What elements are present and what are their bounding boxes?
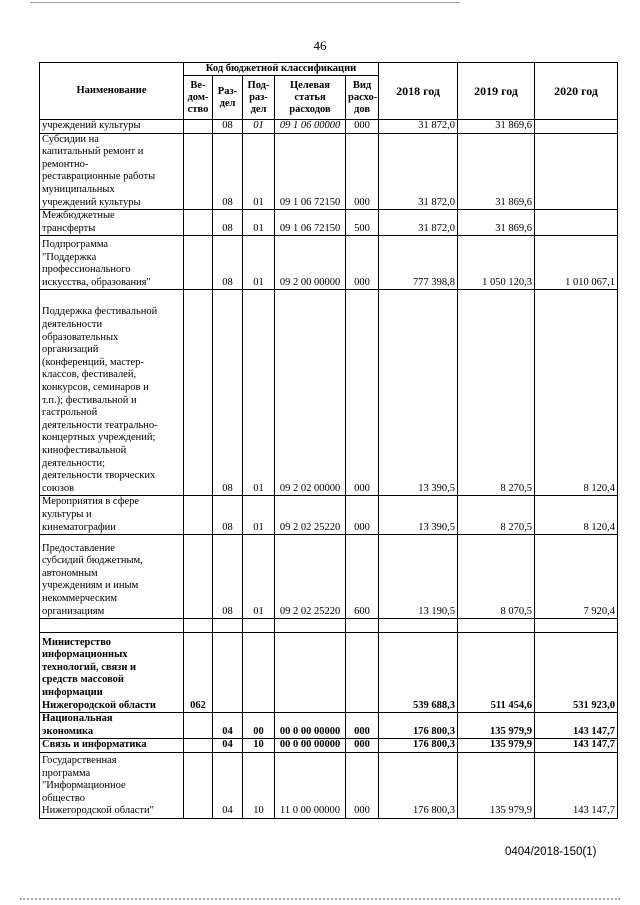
bottom-scan-rule xyxy=(20,898,620,900)
row-2020: 1 010 067,1 xyxy=(535,236,618,290)
row-ved xyxy=(184,739,213,753)
row-target: 09 1 06 72150 xyxy=(275,133,346,210)
row-podrazdel: 01 xyxy=(243,210,275,236)
header-target: Целевая статья расходов xyxy=(275,76,346,120)
row-target: 09 2 02 25220 xyxy=(275,496,346,535)
row-2018: 13 390,5 xyxy=(379,290,458,496)
row-target xyxy=(275,633,346,713)
row-ved xyxy=(184,290,213,496)
row-vid: 000 xyxy=(346,713,379,739)
row-name: Поддержка фестивальной деятельности образовательных организаций (конференций, мастер- классов, фестивалей, конкурсов, семинаров и т.п.); фестивальной и гастрольной деятельности театрально- концертных учреждений; кинофестивальной деятельности; деятельности творческих союзов xyxy=(40,290,184,496)
row-ved xyxy=(184,752,213,818)
row-2019: 31 869,6 xyxy=(458,120,535,134)
row-2019: 135 979,9 xyxy=(458,752,535,818)
row-podrazdel: 01 xyxy=(243,236,275,290)
table-row xyxy=(40,133,618,210)
row-target: 09 1 06 00000 xyxy=(275,120,346,134)
table-row xyxy=(40,535,618,619)
row-name: учреждений культуры xyxy=(40,120,184,134)
row-ved: 062 xyxy=(184,633,213,713)
table-row xyxy=(40,633,618,713)
row-name: Государственная программа "Информационное общество Нижегородской области" xyxy=(40,752,184,818)
row-ved xyxy=(184,133,213,210)
row-ved xyxy=(184,713,213,739)
row-2020: 8 120,4 xyxy=(535,496,618,535)
row-target: 09 2 02 00000 xyxy=(275,290,346,496)
row-target: 09 2 02 25220 xyxy=(275,535,346,619)
row-2018: 31 872,0 xyxy=(379,133,458,210)
row-razdel: 08 xyxy=(213,120,243,134)
row-name: Межбюджетные трансферты xyxy=(40,210,184,236)
row-podrazdel: 01 xyxy=(243,496,275,535)
row-2018 xyxy=(379,619,458,633)
row-2020 xyxy=(535,619,618,633)
row-razdel xyxy=(213,633,243,713)
row-name: Субсидии на капитальный ремонт и ремонтно- реставрационные работы муниципальных учреждений культуры xyxy=(40,133,184,210)
header-name: Наименование xyxy=(40,63,184,120)
row-razdel: 08 xyxy=(213,290,243,496)
row-2020: 143 147,7 xyxy=(535,752,618,818)
row-ved xyxy=(184,210,213,236)
row-razdel xyxy=(213,619,243,633)
row-vid xyxy=(346,619,379,633)
row-razdel: 08 xyxy=(213,210,243,236)
row-name: Предоставление субсидий бюджетным, автономным учреждениям и иным некоммерческим организациям xyxy=(40,535,184,619)
row-vid: 000 xyxy=(346,120,379,134)
row-razdel: 08 xyxy=(213,133,243,210)
row-2018: 176 800,3 xyxy=(379,739,458,753)
row-2019 xyxy=(458,619,535,633)
row-name: Связь и информатика xyxy=(40,739,184,753)
row-2020: 7 920,4 xyxy=(535,535,618,619)
row-vid: 000 xyxy=(346,236,379,290)
header-2019: 2019 год xyxy=(458,63,535,120)
table-row xyxy=(40,290,618,496)
table-row xyxy=(40,210,618,236)
row-2020: 143 147,7 xyxy=(535,739,618,753)
row-2020: 143 147,7 xyxy=(535,713,618,739)
row-vid: 000 xyxy=(346,133,379,210)
row-ved xyxy=(184,496,213,535)
row-name: Мероприятия в сфере культуры и кинематографии xyxy=(40,496,184,535)
row-2019: 31 869,6 xyxy=(458,210,535,236)
row-vid: 000 xyxy=(346,290,379,496)
row-podrazdel: 01 xyxy=(243,120,275,134)
header-ved: Ве- дом- ство xyxy=(184,76,213,120)
header-2020: 2020 год xyxy=(535,63,618,120)
table-row xyxy=(40,236,618,290)
row-vid: 000 xyxy=(346,496,379,535)
row-razdel: 04 xyxy=(213,739,243,753)
row-ved xyxy=(184,619,213,633)
row-2018: 13 190,5 xyxy=(379,535,458,619)
table-row xyxy=(40,713,618,739)
row-2019: 511 454,6 xyxy=(458,633,535,713)
row-vid: 500 xyxy=(346,210,379,236)
row-razdel: 08 xyxy=(213,496,243,535)
row-2018: 31 872,0 xyxy=(379,120,458,134)
row-2019: 8 270,5 xyxy=(458,496,535,535)
row-2019: 135 979,9 xyxy=(458,739,535,753)
row-2020 xyxy=(535,120,618,134)
row-podrazdel: 10 xyxy=(243,739,275,753)
header-2018: 2018 год xyxy=(379,63,458,120)
row-podrazdel: 01 xyxy=(243,133,275,210)
row-target: 00 0 00 00000 xyxy=(275,713,346,739)
row-2019: 8 070,5 xyxy=(458,535,535,619)
row-ved xyxy=(184,535,213,619)
row-2018: 777 398,8 xyxy=(379,236,458,290)
row-ved xyxy=(184,236,213,290)
row-target xyxy=(275,619,346,633)
row-vid: 000 xyxy=(346,739,379,753)
row-podrazdel xyxy=(243,633,275,713)
row-name: Министерство информационных технологий, связи и средств массовой информации Нижегородской области xyxy=(40,633,184,713)
table-row xyxy=(40,752,618,818)
row-vid: 600 xyxy=(346,535,379,619)
row-podrazdel: 01 xyxy=(243,290,275,496)
table-row xyxy=(40,739,618,753)
row-2018: 176 800,3 xyxy=(379,713,458,739)
row-2018: 539 688,3 xyxy=(379,633,458,713)
row-podrazdel xyxy=(243,619,275,633)
row-name xyxy=(40,619,184,633)
row-ved xyxy=(184,120,213,134)
row-2020: 531 923,0 xyxy=(535,633,618,713)
row-2019: 8 270,5 xyxy=(458,290,535,496)
row-vid xyxy=(346,633,379,713)
table-row xyxy=(40,619,618,633)
document-code: 0404/2018-150(1) xyxy=(505,846,597,858)
row-target: 09 1 06 72150 xyxy=(275,210,346,236)
header-podrazdel: Под- раз- дел xyxy=(243,76,275,120)
row-podrazdel: 10 xyxy=(243,752,275,818)
row-razdel: 08 xyxy=(213,535,243,619)
row-name: Подпрограмма "Поддержка профессионального искусства, образования" xyxy=(40,236,184,290)
row-2018: 31 872,0 xyxy=(379,210,458,236)
row-razdel: 04 xyxy=(213,713,243,739)
row-2020: 8 120,4 xyxy=(535,290,618,496)
row-podrazdel: 00 xyxy=(243,713,275,739)
row-vid: 000 xyxy=(346,752,379,818)
row-2018: 176 800,3 xyxy=(379,752,458,818)
header-vid: Вид расхо- дов xyxy=(346,76,379,120)
budget-table xyxy=(39,62,618,819)
row-2019: 31 869,6 xyxy=(458,133,535,210)
row-razdel: 04 xyxy=(213,752,243,818)
row-razdel: 08 xyxy=(213,236,243,290)
row-2020 xyxy=(535,210,618,236)
table-row xyxy=(40,496,618,535)
table-row xyxy=(40,120,618,134)
row-target: 11 0 00 00000 xyxy=(275,752,346,818)
row-2018: 13 390,5 xyxy=(379,496,458,535)
row-name: Национальная экономика xyxy=(40,713,184,739)
page-number: 46 xyxy=(313,38,327,53)
header-classification: Код бюджетной классификации xyxy=(184,63,379,76)
row-target: 09 2 00 00000 xyxy=(275,236,346,290)
header-razdel: Раз- дел xyxy=(213,76,243,120)
row-2020 xyxy=(535,133,618,210)
row-2019: 1 050 120,3 xyxy=(458,236,535,290)
row-2019: 135 979,9 xyxy=(458,713,535,739)
top-scan-rule xyxy=(30,2,460,3)
row-podrazdel: 01 xyxy=(243,535,275,619)
row-target: 00 0 00 00000 xyxy=(275,739,346,753)
